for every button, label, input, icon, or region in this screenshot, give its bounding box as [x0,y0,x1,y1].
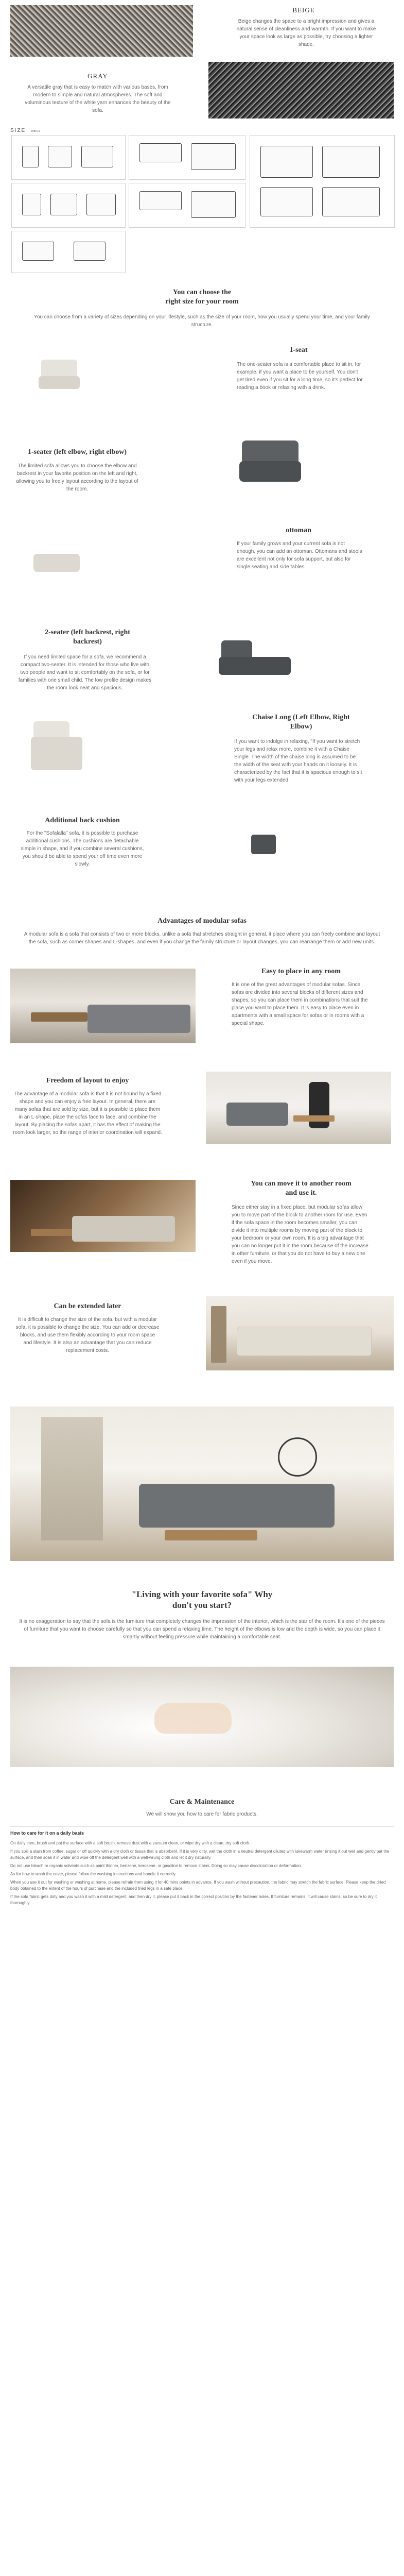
size-diagram-2 [129,135,245,180]
care-line: If the sofa fabric gets dirty and you wash it with a mild detergent, and then dry it, please put it back in the correct position by the fastener holes. If furniture remains, it will cause stains, so be sure to dry it thoroughly. [10,1894,377,1905]
care-line: As for how to wash the cover, please follow the washing instructions and handle it correctly. [10,1872,177,1876]
chaise-title-line1: Chaise Long (Left Elbow, Right [252,714,350,721]
choose-title-line1: You can choose the [172,289,232,296]
living-room-photo [10,1406,394,1561]
extend-description: It is difficult to change the size of the sofa, but with a modular sofa, it is possible to change the size. You can add or decrease blocks, and use them flexibly according to your room space and lifestyle. It is also an advantage that you can reduce replacement costs. [15,1317,160,1353]
size-label: SIZE [10,128,26,133]
move-title-line1: You can move it to another room [251,1180,352,1188]
fabric-texture-photo [10,1667,394,1767]
living-title-line1: "Living with your favorite sofa" Why [131,1589,273,1599]
freedom-title: Freedom of layout to enjoy [46,1077,129,1084]
care-subtitle: We will show you how to care for fabric products. [146,1811,258,1817]
move-description: Since either stay in a fixed place, but modular sofas allow you to move part of the block to another room for use. Even if the sofa space in the room becomes smaller, you can divide it into multiple rooms by moving part of the block to your bedroom or your own room. It is a big advantage that you can no longer put it in the room because of the increase in other furniture, or that you do not have to buy a new one even if you move. [232,1205,368,1264]
gray-description: A versatile gray that is easy to match with various bases, from modern to simple and natural atmospheres. The soft and voluminous texture of the white yarn enhances the beauty of the sofa. [25,84,171,113]
cushion-description: For the "Sofalalla" sofa, it is possible to purchase additional cushions. The cushions are detachable simple in shape, and if you combine several cushions, you should be able to spend your off time even more slowly. [21,831,144,867]
size-diagram-4 [129,183,245,228]
living-description: It is no exaggeration to say that the sofa is the furniture that completely changes the impression of the interior, which is the star of the room. It's one of the pieces of furniture that you want to choose carefully so that you can spend a relaxing time. The height of the elbows is low and the depth is wide, so you can place it smartly without feeling pressure while maintaining a comfortable seat. [19,1619,385,1640]
size-diagram-5 [11,231,126,273]
choose-description: You can choose from a variety of sizes depending on your lifestyle, such as the size of your room, how you usually spend your time, and your family structure. [34,314,370,328]
one-seat-sofa-image [36,355,82,392]
beige-description: Beige changes the space to a bright impression and gives a natural sense of cleanliness and warmth. If you want to make your space look as large as possible, try choosing a lighter shade. [236,19,376,47]
care-line: On daily care, brush and pat the surface with a soft brush, remove dust with a vacuum clean, or wipe dry with a clean, dry soft cloth. [10,1841,251,1845]
care-divider [10,1826,394,1827]
ottoman-description: If your family grows and your current sofa is not enough, you can add an ottoman. Ottomans and stools are excellent not only for sofa support, but also for single seating and side tables. [237,541,362,570]
size-diagram-3 [11,183,126,228]
two-seater-image [216,636,293,680]
two-seater-description: If you need limited space for a sofa, we recommend a compact two-seater. It is intended for those who live with two people and want to sit comfortably on the sofa, or for families with one small child. The low profile design makes the room look neat and spacious. [18,654,152,691]
care-line: When you use it out for washing or washing at home, please refrain from using it for 40 mins points in advance. If you wash without precaution, the fabric may stretch the fabric surface. Please keep the dried body obtained to the extent of the hours of purchase and the included tried legs in a safe place. [10,1880,386,1891]
cushion-title: Additional back cushion [45,817,120,824]
size-label-group [10,128,40,133]
one-seater-left-description: The limited sofa allows you to choose the elbow and backrest in your favorite position on the left and right, allowing you to freely layout according to the layout of the room. [16,463,138,492]
care-title: Care & Maintenance [169,1798,235,1806]
care-line: Do not use bleach or organic solvents such as paint thinner, benzene, kerosene, or gasoline to remove stains. Doing so may cause discoloration or deformation. [10,1863,302,1868]
care-line: If you spill a stain from coffee, sugar or off quickly with a dry cloth or tissue that is absorbent. If it is very dirty, wet the cloth in a neutral detergent diluted with lukewarm water rinsing it out well and gently pat the surface, and then soak it in water and wipe off the detergent well with a well-wrung cloth and let it dry naturally. [10,1849,390,1860]
easy-place-photo [10,969,196,1043]
one-seater-left-title: 1-seater (left elbow, right elbow) [27,448,127,456]
size-unit: mm.s [31,129,41,133]
beige-title: BEIGE [292,6,315,14]
one-seat-description: The one-seater sofa is a comfortable place to sit in, for example, if you want a place to be yourself. You don't get tired even if you sit for a long time, so it's perfect for reading a book or relaxing with a drink. [237,362,363,391]
beige-fabric-swatch [10,5,193,57]
care-heading: How to care for it on a daily basis [10,1831,84,1836]
extend-photo [206,1296,394,1370]
move-title-line2: and use it. [285,1189,317,1197]
living-title-line2: don't you start? [172,1600,232,1610]
chaise-description: If you want to indulge in relaxing, "If you want to stretch your legs and relax more, combine it with a Chaise Single. The width of the chaise long is assumed to be the width of the seat with your hands on it loosely. It is characterized by the fact that it is spacious enough to sit with your legs extended. [234,739,362,783]
one-seat-title: 1-seat [289,346,308,354]
easy-place-description: It is one of the great advantages of modular sofas. Since sofas are divided into several blocks of different sizes and shapes, so you can place them in combinations that suit the place you want to place them. It is easy to place even in apartments with a small space for sofas or in rooms with a special shape. [232,982,368,1026]
freedom-description: The advantage of a modular sofa is that it is not bound by a fixed shape and you can enjoy a free layout. In general, there are many sofas that are sold by size, but it is possible to place them in an L-shape, place the sofas face to face, and combine the layout. By placing the sofas apart, it has the effect of making the room look larger, so the range of interior coordination will expand. [13,1091,162,1136]
extend-title: Can be extended later [54,1302,121,1310]
advantages-title: Advantages of modular sofas [157,917,247,925]
one-seater-elbow-image [237,435,304,487]
two-seater-title-line2: backrest) [73,638,102,646]
size-diagram-1 [11,135,126,180]
size-diagram-6 [250,135,395,228]
chaise-long-image [28,719,90,775]
two-seater-title-line1: 2-seater (left backrest, right [45,629,130,636]
gray-fabric-swatch [208,62,394,118]
choose-title-line2: right size for your room [165,298,239,306]
chaise-title-line2: Elbow) [290,723,312,731]
easy-place-title: Easy to place in any room [261,968,341,975]
freedom-layout-photo [206,1072,391,1144]
move-room-photo [10,1180,196,1252]
ottoman-title: ottoman [286,527,311,534]
care-instructions [10,1840,394,1908]
gray-title: GRAY [87,72,108,80]
ottoman-image [31,546,82,577]
advantages-description: A modular sofa is a sofa that consists of two or more blocks. unlike a sofa that stretches straight in general, it place where you can freely combine and layout the sofa, such as corner shapes and L-shapes, and even if you change the family structure or layout changes, you can rearrange them or add new units. [24,931,380,945]
cushion-image [251,835,276,854]
